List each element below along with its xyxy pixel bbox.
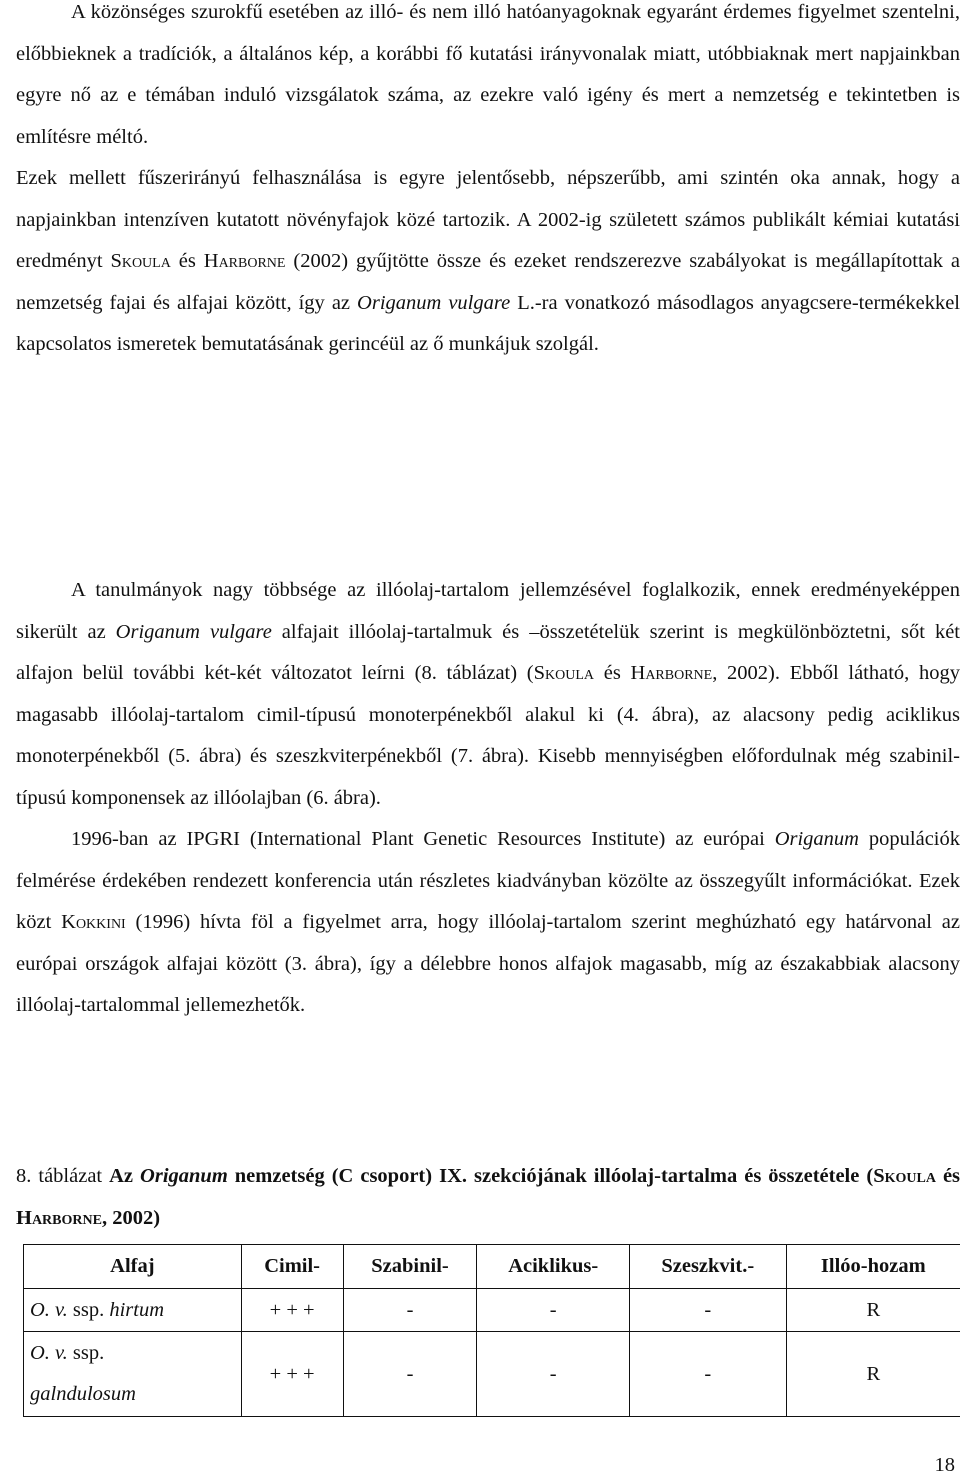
- text-span: és: [935, 1165, 960, 1187]
- author-name: Kokkini: [61, 911, 126, 933]
- table-cell: R: [786, 1332, 960, 1417]
- paragraph-text: [16, 819, 960, 1027]
- column-header: Cimil-: [241, 1245, 343, 1289]
- table-header-row: [24, 1245, 960, 1289]
- table-row: [24, 1289, 960, 1332]
- table-cell: -: [477, 1332, 629, 1417]
- text-span: 1996-ban az IPGRI (International Plant Genetic Resources Institute) az európai: [71, 828, 775, 850]
- subspecies-name: hirtum: [109, 1298, 165, 1321]
- species-abbr: O. v.: [30, 1298, 68, 1321]
- table-cell: R: [786, 1289, 960, 1332]
- table-cell: -: [629, 1332, 786, 1417]
- cell-line: [30, 1333, 235, 1374]
- author-name: Skoula: [110, 250, 171, 272]
- text-span: ssp.: [67, 1298, 110, 1321]
- text-span: (2002) gyűjtötte össze és ezeket rendszerezve szabályokat is megállapítottak a nemzetség fajai és alfajai között, így az: [16, 250, 960, 314]
- table-cell: -: [343, 1332, 477, 1417]
- table-cell: + + +: [241, 1332, 343, 1417]
- text-span: ssp.: [67, 1342, 105, 1364]
- paragraph-essential-oil: [16, 570, 960, 1027]
- page-number: 18: [934, 1454, 955, 1476]
- paragraph-text: [16, 570, 960, 819]
- text-span: populációk felmérése érdekében rendezett konferencia után részletes kiadványban közölte az összegyűlt információkat. Ezek közt: [16, 828, 960, 933]
- text-span: és: [170, 250, 204, 272]
- author-name: Harborne: [203, 250, 286, 272]
- text-span: (1996) hívta föl a figyelmet arra, hogy illóolaj-tartalom szerint meghúzható egy határvonal az európai országok alfajai között (3. ábra), így a délebbre honos alfajok magasabb, míg az északabbiak alacsony illóolaj-tartalommal jellemezhetők.: [16, 911, 960, 1016]
- table-cell-alfaj: [24, 1332, 242, 1417]
- column-header: Szabinil-: [343, 1245, 477, 1289]
- text-span: és: [594, 662, 631, 684]
- column-header: Alfaj: [24, 1245, 242, 1289]
- author-name: Skoula: [873, 1165, 936, 1187]
- text-span: alfajait illóolaj-tartalmuk és –összetételük szerint is megkülönböztetni, sőt két alfajon belül további két-két változatot leírni (8. táblázat) (: [16, 620, 960, 684]
- paragraph-intro: [16, 0, 960, 366]
- table-caption: [16, 1156, 960, 1239]
- genus-name: Origanum: [140, 1165, 228, 1187]
- table-cell: -: [477, 1289, 629, 1332]
- caption-label: 8. táblázat: [16, 1165, 110, 1187]
- table-cell: -: [629, 1289, 786, 1332]
- text-span: Ezek mellett fűszerirányú felhasználása is egyre jelentősebb, népszerűbb, ami szintén oka annak, hogy a napjainkban intenzíven kutatott növényfajok közé tartozik. A 2002-ig született számos publikált kémiai kutatási eredményt: [16, 167, 960, 272]
- text-span: , 2002). Ebből látható, hogy magasabb illóolaj-tartalom cimil-típusú monoterpénekből alakul ki (4. ábra), az alacsony pedig aciklikus monoterpénekből (5. ábra) és szeszkviterpénekből (7. ábra). Kisebb mennyiségben előfordulnak még szabinil-típusú komponensek az illóolajban (6. ábra).: [16, 662, 960, 809]
- text-span: L.-ra vonatkozó másodlagos anyagcsere-termékekkel kapcsolatos ismeretek bemutatásának gerincéül az ő munkájuk szolgál.: [16, 291, 960, 355]
- paragraph-text: [16, 158, 960, 366]
- table-cell: -: [343, 1289, 477, 1332]
- caption-title: [16, 1165, 960, 1229]
- text-span: Az: [109, 1165, 141, 1187]
- table-cell-alfaj: [24, 1289, 242, 1332]
- author-name: Skoula: [533, 662, 595, 684]
- species-name: Origanum vulgare: [115, 620, 272, 643]
- text-span: A tanulmányok nagy többsége az illóolaj-tartalom jellemzésével foglalkozik, ennek eredményeképpen sikerült az: [16, 579, 960, 643]
- table-row: [24, 1332, 960, 1417]
- genus-name: Origanum: [774, 828, 859, 850]
- species-abbr: O. v.: [30, 1342, 68, 1364]
- column-header: Illóo-hozam: [786, 1245, 960, 1289]
- paragraph-text: [16, 0, 960, 158]
- author-name: Harborne: [16, 1206, 102, 1229]
- subspecies-name: galndulosum: [30, 1383, 136, 1405]
- text-span: A közönséges szurokfű esetében az illó- és nem illó hatóanyagoknak egyaránt érdemes figyelmet szentelni, előbbieknek a tradíciók, a általános kép, a korábbi fő kutatási irányvonalak miatt, utóbbiaknak mert napjainkban egyre nő az e témában induló vizsgálatok száma, az ezekre való igény és mert a nemzetség e tekintetben is említésre méltó.: [16, 1, 960, 148]
- column-header: Aciklikus-: [477, 1245, 629, 1289]
- column-header: Szeszkvit.-: [629, 1245, 786, 1289]
- table-cell: + + +: [241, 1289, 343, 1332]
- species-name: Origanum vulgare: [357, 291, 511, 314]
- text-span: , 2002): [101, 1206, 161, 1229]
- author-name: Harborne: [630, 662, 713, 684]
- data-table: [23, 1244, 960, 1417]
- text-span: nemzetség (C csoport) IX. szekciójának illóolaj-tartalma és összetétele (: [227, 1165, 874, 1187]
